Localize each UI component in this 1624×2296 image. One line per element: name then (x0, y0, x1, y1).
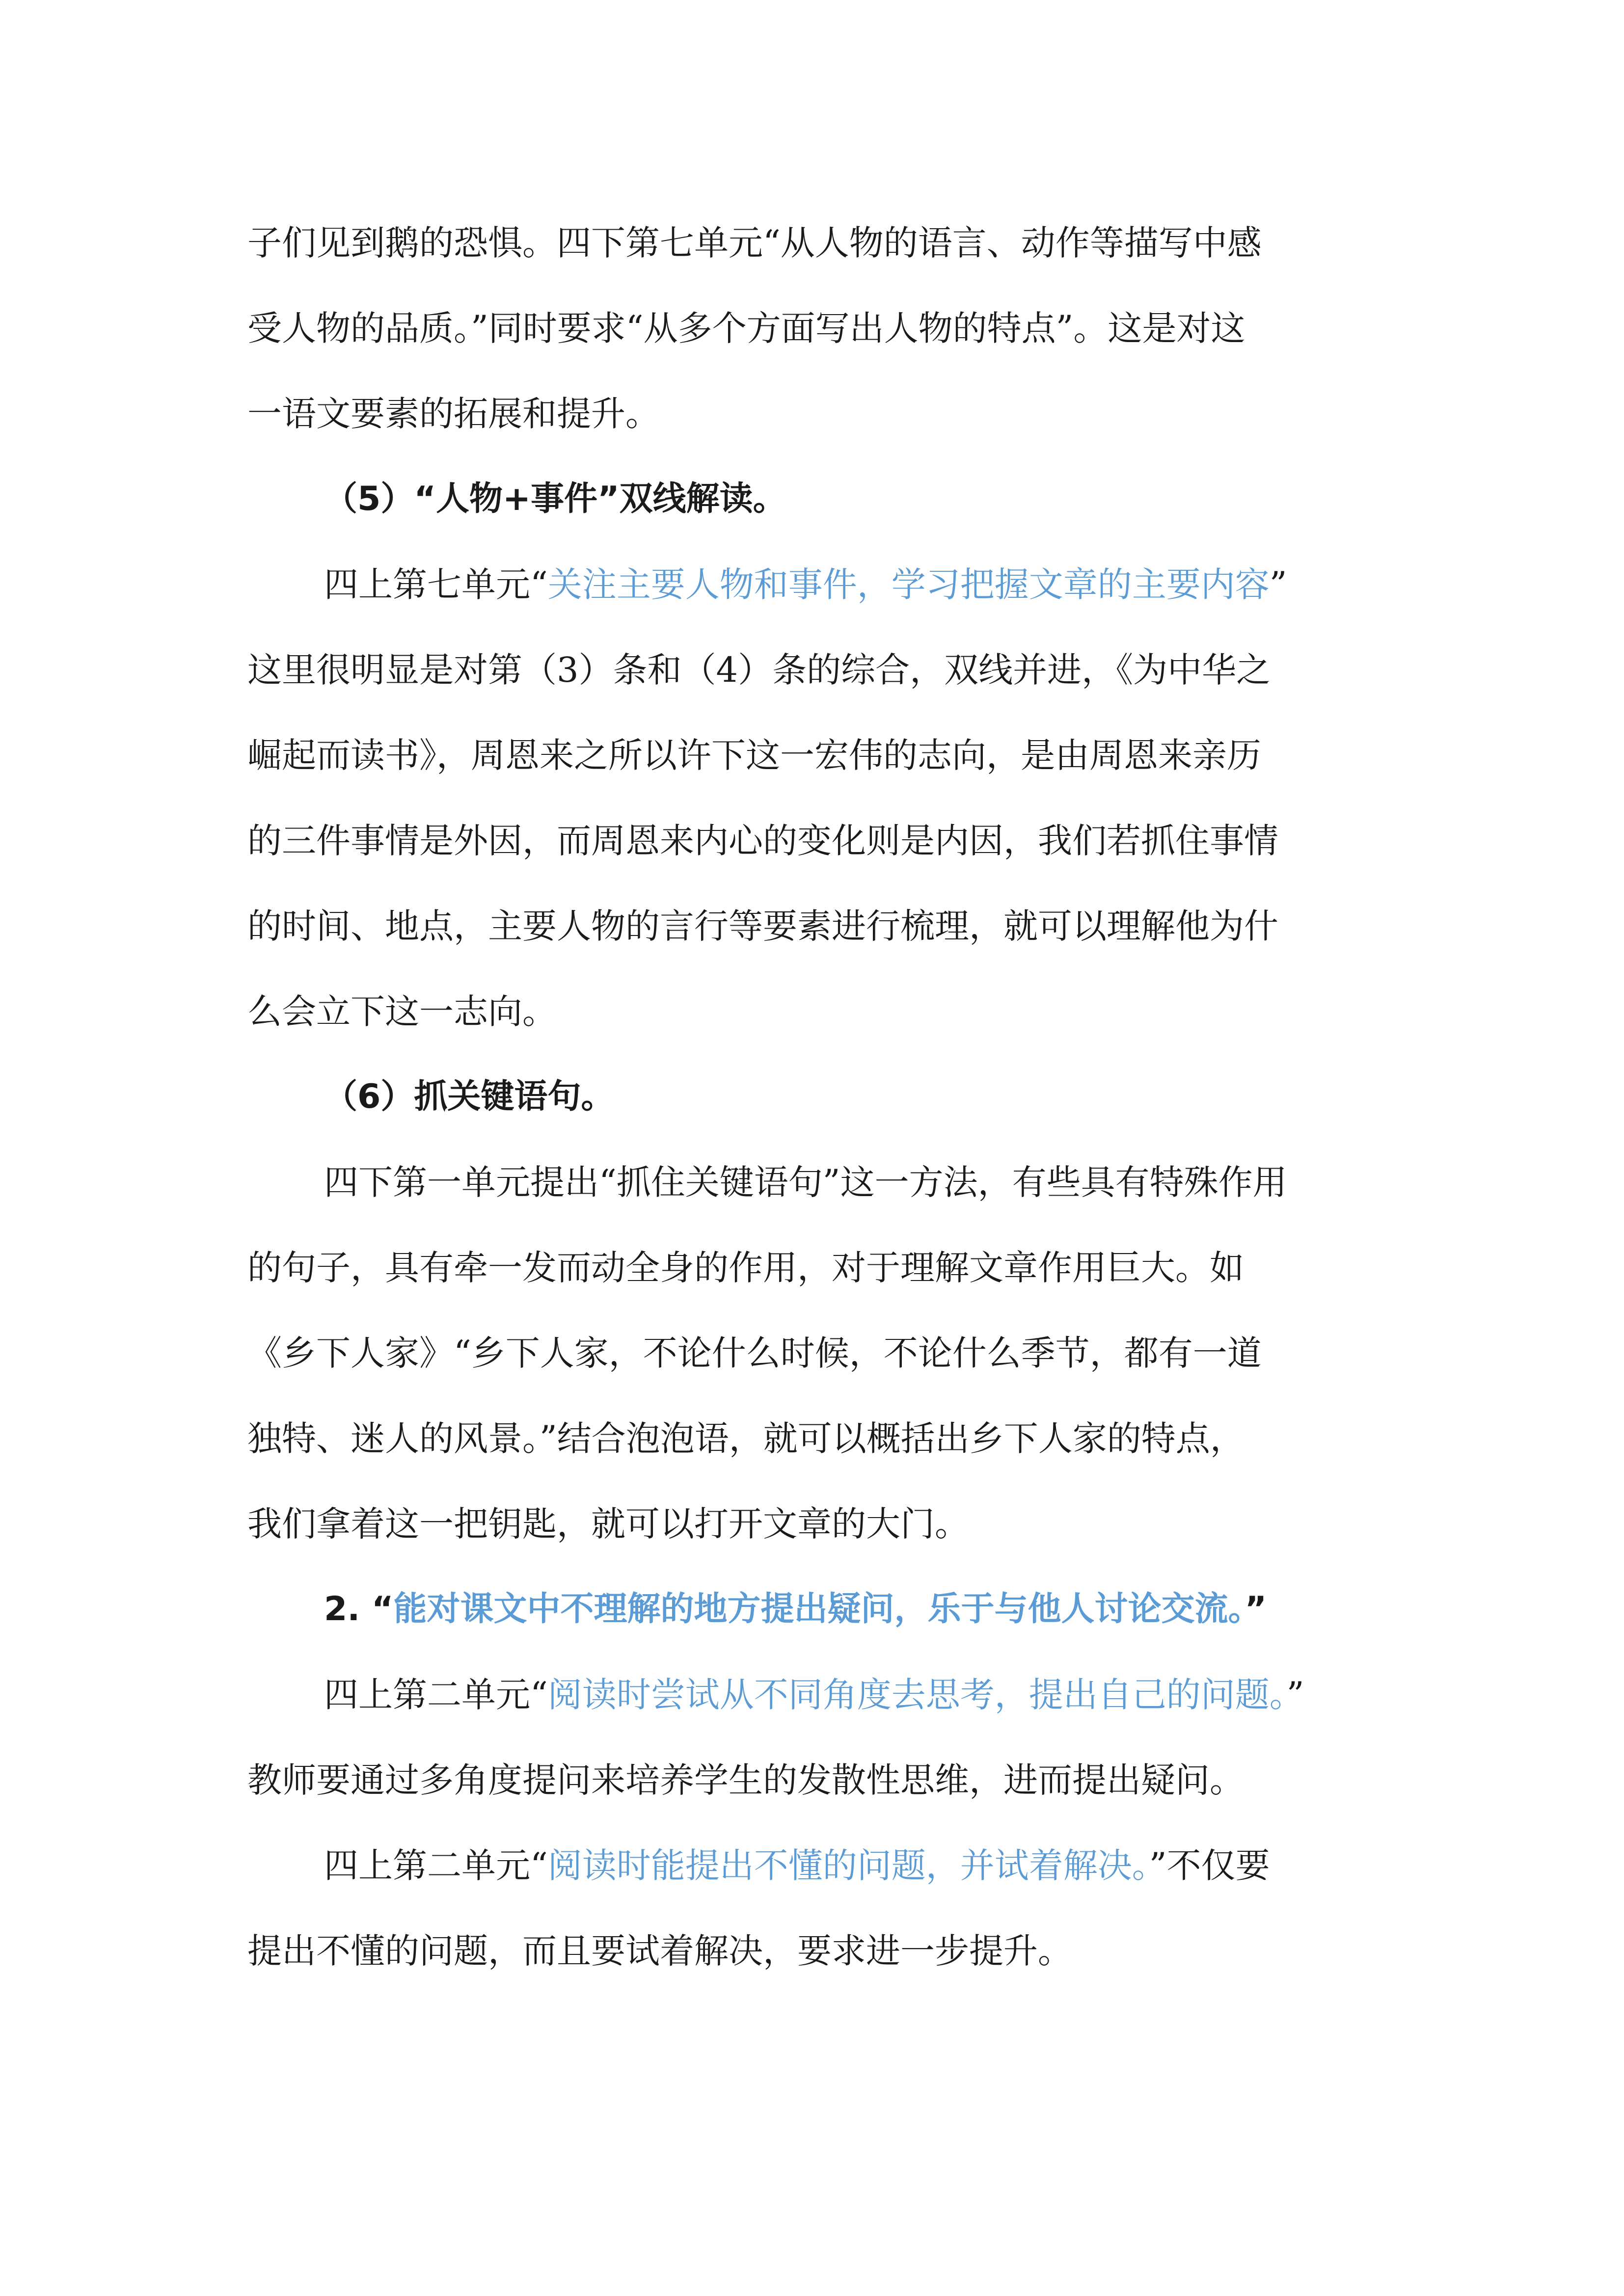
text-line: 么会立下这一志向。 (247, 991, 557, 1032)
text-line: 的句子，具有牵一发而动全身的作用，对于理解文章作用巨大。如 (247, 1248, 1244, 1288)
heading-number: 2. “ (324, 1590, 394, 1629)
text-span: ” (1269, 564, 1287, 605)
text-line: 子们见到鹅的恐惧。四下第七单元“从人物的语言、动作等描写中感 (247, 223, 1262, 263)
highlighted-quote: 阅读时尝试从不同角度去思考，提出自己的问题。 (547, 1675, 1287, 1715)
text-line: 《乡下人家》“乡下人家，不论什么时候，不论什么季节，都有一道 (247, 1333, 1262, 1373)
highlighted-quote: 关注主要人物和事件，学习把握文章的主要内容 (547, 564, 1270, 605)
text-line: 这里很明显是对第（3）条和（4）条的综合，双线并进，《为中华之 (247, 650, 1271, 690)
highlighted-heading-quote: 能对课文中不理解的地方提出疑问，乐于与他人讨论交流。 (393, 1590, 1245, 1629)
document-body (247, 200, 1450, 1994)
text-line: 独特、迷人的风景。”结合泡泡语，就可以概括出乡下人家的特点， (247, 1418, 1245, 1459)
text-line: 受人物的品质。”同时要求“从多个方面写出人物的特点”。这是对这 (247, 308, 1245, 348)
text-line: 教师要通过多角度提问来培养学生的发散性思维，进而提出疑问。 (247, 1760, 1244, 1800)
heading-close-quote: ” (1245, 1590, 1267, 1629)
text-span: 四上第二单元“ (324, 1675, 548, 1715)
section-heading-2 (247, 1567, 1450, 1652)
text-span: ”不仅要 (1149, 1845, 1270, 1886)
section-heading-5: （5）“人物+事件”双线解读。 (324, 480, 786, 518)
text-line: 的三件事情是外因，而周恩来内心的变化则是内因，我们若抓住事情 (247, 821, 1278, 861)
text-line: 提出不懂的问题，而且要试着解决，要求进一步提升。 (247, 1931, 1072, 1971)
paragraph-line (247, 542, 1450, 627)
text-span: ” (1286, 1675, 1304, 1715)
text-span: 四上第二单元“ (324, 1845, 548, 1886)
text-line: 一语文要素的拓展和提升。 (247, 394, 660, 434)
paragraph-line (247, 1652, 1450, 1737)
text-line: 我们拿着这一把钥匙，就可以打开文章的大门。 (247, 1504, 969, 1544)
text-line: 的时间、地点，主要人物的言行等要素进行梳理，就可以理解他为什 (247, 906, 1278, 946)
paragraph-line: 四下第一单元提出“抓住关键语句”这一方法，有些具有特殊作用 (324, 1162, 1287, 1202)
highlighted-quote: 阅读时能提出不懂的问题，并试着解决。 (547, 1845, 1149, 1886)
text-line: 崛起而读书》，周恩来之所以许下这一宏伟的志向，是由周恩来亲历 (247, 735, 1261, 775)
section-heading-6: （6）抓关键语句。 (324, 1077, 615, 1116)
paragraph-line (247, 1823, 1450, 1908)
text-span: 四上第七单元“ (324, 564, 548, 605)
